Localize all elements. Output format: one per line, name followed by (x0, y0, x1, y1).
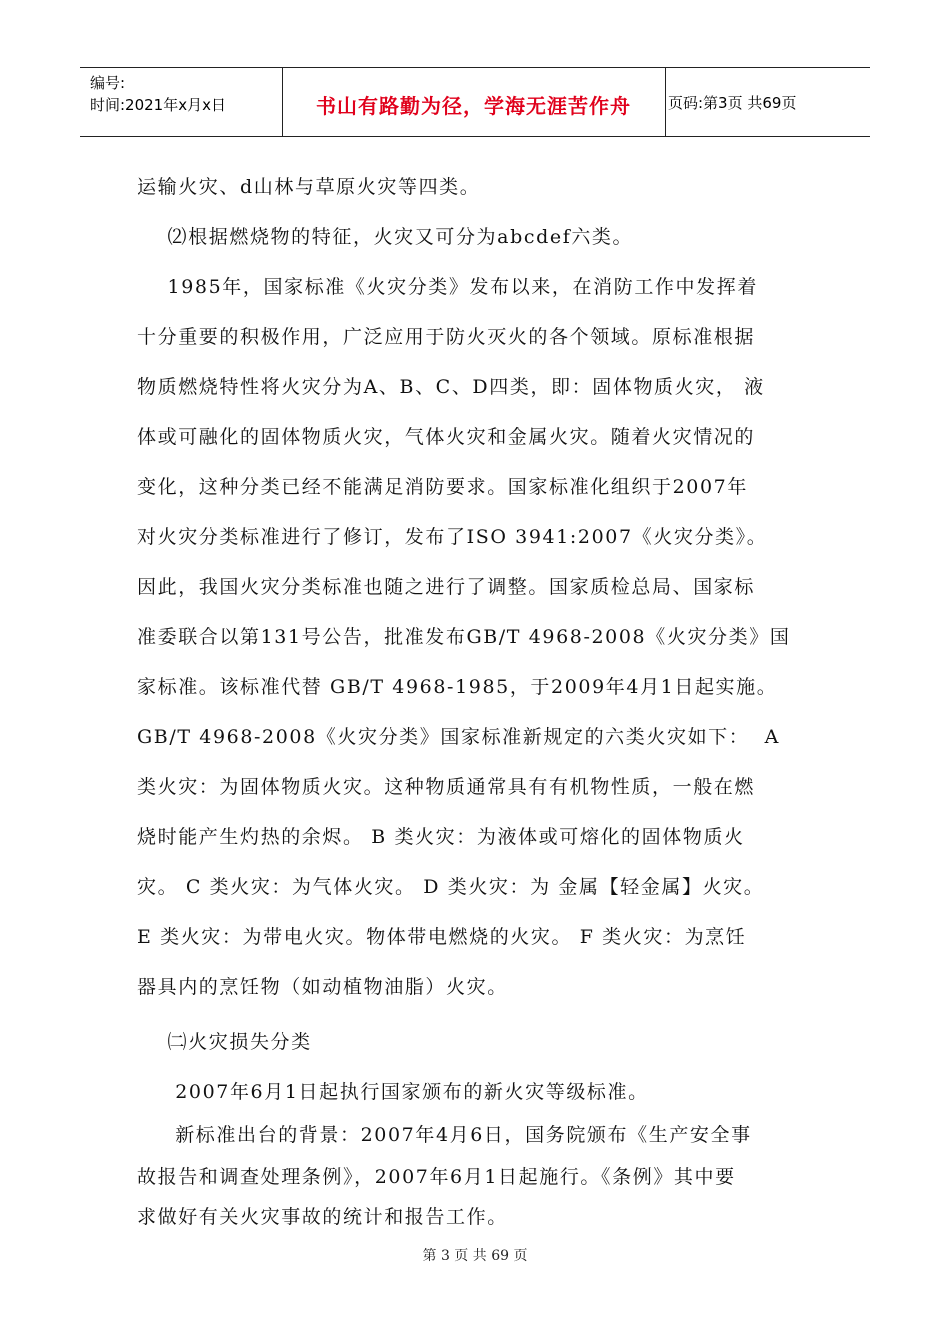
body-line: 2007年6月1日起执行国家颁布的新火灾等级标准。 (137, 1081, 649, 1103)
header-page-info: 页码:第3页 共69页 (668, 94, 797, 112)
body-line: 对火灾分类标准进行了修订，发布了ISO 3941:2007《火灾分类》。 (137, 526, 768, 548)
body-line: 家标准。该标准代替 GB/T 4968-1985，于2009年4月1日起实施。 (137, 676, 778, 698)
body-line: 运输火灾、d山林与草原火灾等四类。 (137, 176, 481, 198)
body-line: 新标准出台的背景：2007年4月6日，国务院颁布《生产安全事 (137, 1124, 752, 1146)
body-line: 故报告和调查处理条例》，2007年6月1日起施行。《条例》其中要 (137, 1166, 736, 1188)
body-line: 器具内的烹饪物（如动植物油脂）火灾。 (137, 976, 508, 998)
body-line: 十分重要的积极作用，广泛应用于防火灭火的各个领域。原标准根据 (137, 326, 756, 348)
body-line: 变化，这种分类已经不能满足消防要求。国家标准化组织于2007年 (137, 476, 748, 498)
header-divider (665, 68, 666, 136)
header-meta (90, 72, 226, 116)
body-line: 物质燃烧特性将火灾分为A、B、C、D四类，即：固体物质火灾， 液 (137, 376, 765, 398)
body-line: ⑵根据燃烧物的特征，火灾又可分为abcdef六类。 (137, 226, 634, 248)
time-label: 时间:2021年x月x日 (90, 96, 226, 114)
number-label: 编号: (90, 74, 126, 92)
body-line: E 类火灾：为带电火灾。物体带电燃烧的火灾。 F 类火灾：为烹饪 (137, 926, 747, 948)
section-heading: ㈡火灾损失分类 (137, 1031, 312, 1053)
body-line: GB/T 4968-2008《火灾分类》国家标准新规定的六类火灾如下： A (137, 726, 780, 748)
body-line: 1985年，国家标准《火灾分类》发布以来，在消防工作中发挥着 (137, 276, 758, 298)
body-line: 求做好有关火灾事故的统计和报告工作。 (137, 1206, 508, 1228)
body-line: 烧时能产生灼热的余烬。 B 类火灾：为液体或可熔化的固体物质火 (137, 826, 745, 848)
body-line: 类火灾：为固体物质火灾。这种物质通常具有有机物性质，一般在燃 (137, 776, 756, 798)
page-header (80, 67, 870, 137)
body-line: 准委联合以第131号公告，批准发布GB/T 4968-2008《火灾分类》国 (137, 626, 791, 648)
body-line: 灾。 C 类火灾：为气体火灾。 D 类火灾：为 金属【轻金属】火灾。 (137, 876, 765, 898)
body-line: 因此，我国火灾分类标准也随之进行了调整。国家质检总局、国家标 (137, 576, 756, 598)
body-line: 体或可融化的固体物质火灾，气体火灾和金属火灾。随着火灾情况的 (137, 426, 756, 448)
header-motto: 书山有路勤为径，学海无涯苦作舟 (316, 94, 631, 118)
page-footer: 第 3 页 共 69 页 (422, 1248, 528, 1264)
